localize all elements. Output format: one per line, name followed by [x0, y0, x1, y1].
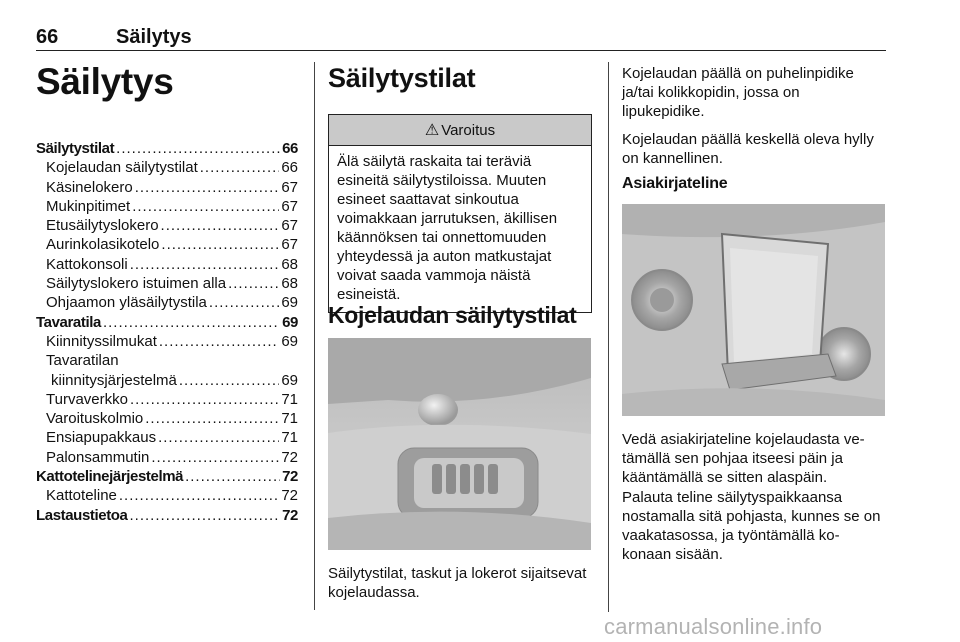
toc-entry-label: Tavaratilan — [46, 352, 119, 370]
toc-entry-page: 66 — [281, 159, 298, 177]
toc-entry-label: Varoituskolmio — [46, 410, 144, 428]
toc-entry[interactable] — [36, 198, 298, 217]
toc-leader-dots — [103, 314, 280, 331]
warning-header — [329, 115, 591, 146]
document-holder-heading: Asiakirjateline — [622, 175, 728, 192]
toc-column — [36, 60, 298, 526]
toc-entry-label: Palonsammutin — [46, 448, 150, 466]
toc-entry-label: Lastaustietoa — [36, 506, 128, 524]
warning-triangle-icon: ⚠ — [424, 122, 440, 139]
toc-entry-label: Kojelaudan säilytystilat — [46, 159, 198, 177]
toc-entry-label: Kattotelinejärjestelmä — [36, 468, 184, 486]
toc-leader-dots — [116, 140, 280, 157]
toc-entry-page: 72 — [282, 506, 298, 524]
toc-entry-page: 69 — [281, 332, 298, 350]
toc-entry[interactable] — [36, 179, 298, 198]
column-divider — [608, 62, 609, 612]
toc-leader-dots — [158, 429, 279, 446]
toc-entry[interactable] — [36, 372, 298, 391]
toc-entry-page: 67 — [281, 197, 298, 215]
toc-entry-label: Säilytyslokero istuimen alla — [46, 275, 227, 293]
toc-entry-page: 72 — [281, 487, 298, 505]
toc-entry[interactable] — [36, 256, 298, 275]
toc-entry[interactable] — [36, 468, 298, 487]
toc-entry[interactable] — [36, 333, 298, 352]
toc-entry[interactable] — [36, 294, 298, 313]
paragraph: Kojelaudan päällä on puhelinpidike ja/tai kolikkopidin, jossa on lipukepidike. — [622, 65, 854, 120]
toc-entry-label: Etusäilytyslokero — [46, 217, 159, 235]
toc-leader-dots — [200, 159, 280, 176]
toc-leader-dots — [185, 468, 280, 485]
toc-entry[interactable] — [36, 314, 298, 333]
paragraph: Vedä asiakirjateline kojelaudasta ve-tämällä sen pohjaa itseesi päin ja kääntämällä se sitten alaspäin. — [622, 431, 865, 486]
toc-entry-page: 71 — [281, 390, 298, 408]
image-caption: Säilytystilat, taskut ja lokerot sijaitsevat kojelaudassa. — [328, 565, 587, 601]
toc-entry-page: 72 — [281, 448, 298, 466]
toc-leader-dots — [209, 294, 279, 311]
toc-entry[interactable] — [36, 352, 298, 371]
warning-text: Älä säilytä raskaita tai teräviä esineitä säilytystiloissa. Muuten esineet saattavat sinkoutua voimakkaan jarrutuksen, äkillisen käännöksen tai onnettomuuden yhteydessä ja auton matkustajat voivat saada vammoja näistä esineistä. — [337, 153, 558, 303]
middle-column — [328, 60, 592, 601]
toc-entry[interactable] — [36, 275, 298, 294]
toc-entry-page: 67 — [281, 217, 298, 235]
toc-entry-label: Kiinnityssilmukat — [46, 332, 157, 350]
toc-leader-dots — [151, 449, 279, 466]
toc-entry-label: Mukinpitimet — [46, 197, 131, 215]
toc-leader-dots — [130, 507, 281, 524]
toc-entry[interactable] — [36, 236, 298, 255]
dashboard-storage-photo — [328, 338, 591, 550]
toc-leader-dots — [145, 410, 279, 427]
warning-title: Varoitus — [441, 121, 496, 139]
toc-entry[interactable] — [36, 217, 298, 236]
toc-leader-dots — [130, 256, 280, 273]
toc-entry-page: 71 — [281, 429, 298, 447]
toc-entry[interactable] — [36, 140, 298, 159]
toc-leader-dots — [161, 217, 280, 234]
toc-entry-page: 67 — [281, 178, 298, 196]
toc-entry-page: 69 — [281, 371, 298, 389]
column-divider — [314, 62, 315, 610]
toc-entry-label: Kattokonsoli — [46, 255, 128, 273]
header-section-title: Säilytys — [116, 26, 192, 48]
page-number: 66 — [36, 26, 59, 48]
toc-leader-dots — [132, 198, 279, 215]
toc-entry[interactable] — [36, 449, 298, 468]
toc-entry-label: kiinnitysjärjestelmä — [51, 371, 177, 389]
toc-leader-dots — [130, 391, 279, 408]
chapter-title: Säilytys — [36, 61, 174, 102]
document-holder-photo — [622, 204, 885, 416]
toc-entry-label: Tavaratila — [36, 313, 101, 331]
paragraph: Palauta teline säilytyspaikkaansa nostamalla sitä pohjasta, kunnes se on vaakatasossa, ja työntämällä ko-konaan sisään. — [622, 489, 881, 563]
watermark: carmanualsonline.info — [604, 614, 823, 639]
subsection-title: Kojelaudan säilytystilat — [328, 302, 577, 328]
section-title: Säilytystilat — [328, 63, 476, 93]
paragraph: Kojelaudan päällä keskellä oleva hylly on kannellinen. — [622, 131, 874, 167]
toc-leader-dots — [179, 372, 279, 389]
toc-entry-page: 72 — [282, 468, 298, 486]
toc-entry-label: Ohjaamon yläsäilytystila — [46, 294, 207, 312]
toc-entry-page: 69 — [281, 294, 298, 312]
toc-entry-label: Säilytystilat — [36, 140, 115, 157]
toc-entry[interactable] — [36, 487, 298, 506]
toc-entry-label: Käsinelokero — [46, 178, 133, 196]
toc-entry-label: Kattoteline — [46, 487, 117, 505]
page-header — [36, 26, 886, 51]
toc-entry-page: 68 — [281, 275, 298, 293]
toc-entry-page: 69 — [282, 313, 298, 331]
toc-leader-dots — [119, 487, 279, 504]
table-of-contents — [36, 140, 298, 526]
toc-entry-page: 68 — [281, 255, 298, 273]
toc-leader-dots — [135, 179, 280, 196]
toc-entry-page: 67 — [281, 236, 298, 254]
toc-leader-dots — [228, 275, 279, 292]
toc-entry[interactable] — [36, 391, 298, 410]
toc-entry[interactable] — [36, 507, 298, 526]
toc-leader-dots — [161, 236, 279, 253]
toc-entry-page: 66 — [282, 140, 298, 157]
toc-entry-label: Turvaverkko — [46, 390, 128, 408]
toc-entry[interactable] — [36, 410, 298, 429]
toc-entry-page: 71 — [281, 410, 298, 428]
toc-entry-label: Aurinkolasikotelo — [46, 236, 160, 254]
toc-entry[interactable] — [36, 159, 298, 178]
warning-box — [328, 114, 592, 313]
toc-leader-dots — [159, 333, 279, 350]
toc-entry[interactable] — [36, 429, 298, 448]
toc-entry-label: Ensiapupakkaus — [46, 429, 157, 447]
